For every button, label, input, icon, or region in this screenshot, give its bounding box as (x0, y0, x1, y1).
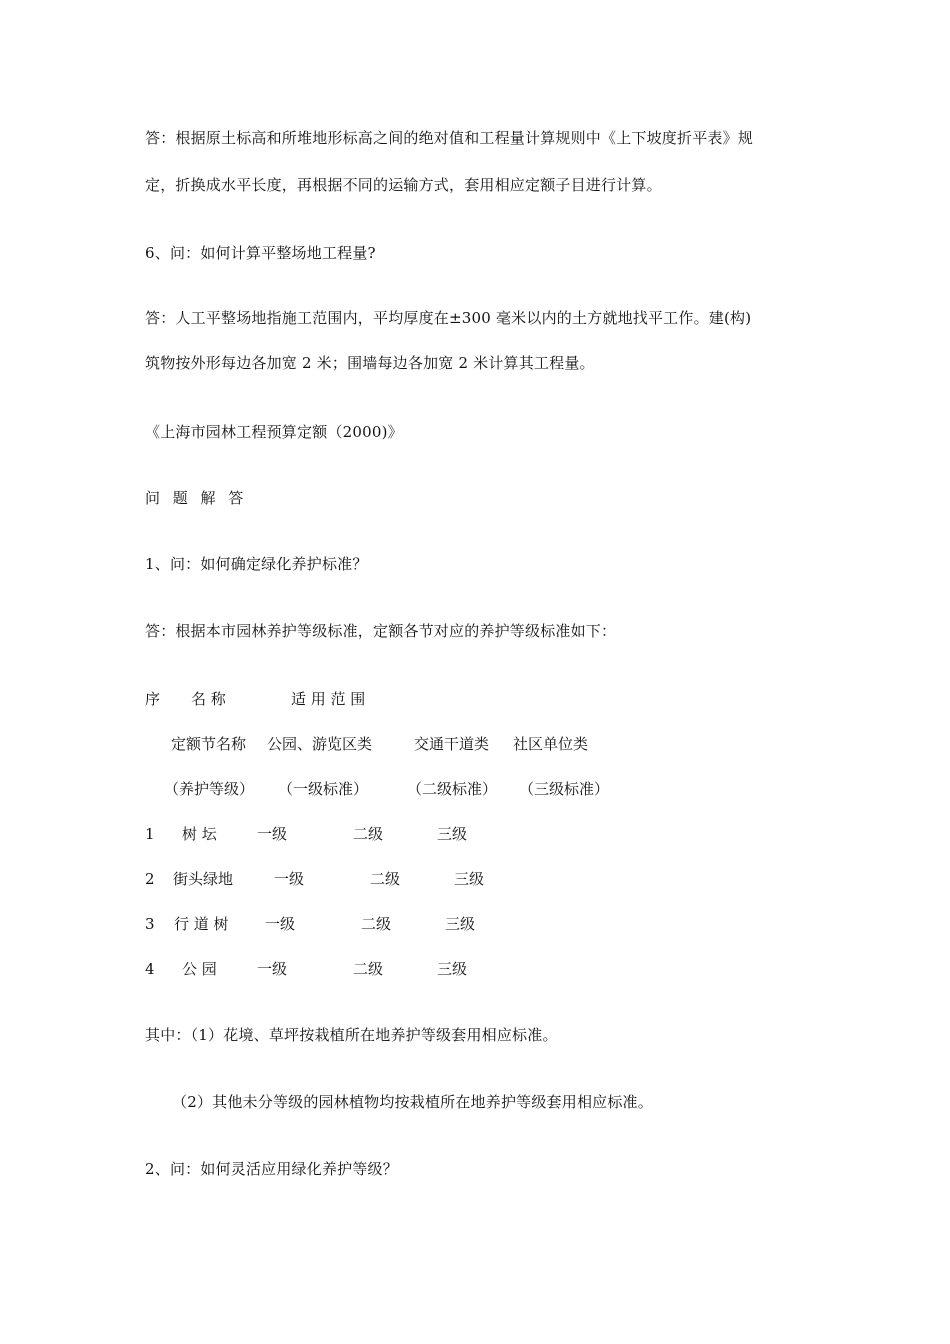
row-traffic-grade: 二级 (370, 870, 401, 888)
header-name: 名 称 (191, 690, 226, 708)
row-park-grade: 一级 (274, 870, 305, 888)
row-seq: 3 (145, 915, 155, 933)
row-traffic-grade: 二级 (353, 960, 384, 978)
header-section-name: 定额节名称 (171, 735, 247, 753)
answer-6-line-1: 答：人工平整场地指施工范围内，平均厚度在±300 毫米以内的土方就地找平工作。建(构) (145, 309, 752, 327)
header-grade-1: （一级标准） (278, 780, 369, 798)
row-name: 树 坛 (182, 825, 217, 843)
answer-5-line-1: 答：根据原土标高和所堆地形标高之间的绝对值和工程量计算规则中《上下坡度折平表》规 (145, 129, 754, 147)
row-traffic-grade: 二级 (353, 825, 384, 843)
row-name: 街头绿地 (173, 870, 234, 888)
header-scope: 适 用 范 围 (291, 690, 366, 708)
question-2: 2、问：如何灵活应用绿化养护等级？ (145, 1160, 398, 1178)
header-traffic-category: 交通干道类 (414, 735, 490, 753)
row-seq: 4 (145, 960, 155, 978)
row-park-grade: 一级 (257, 825, 288, 843)
row-community-grade: 三级 (437, 960, 468, 978)
row-name: 公 园 (182, 960, 217, 978)
answer-6-line-2: 筑物按外形每边各加宽 2 米；围墙每边各加宽 2 米计算其工程量。 (145, 354, 595, 372)
header-park-category: 公园、游览区类 (267, 735, 373, 753)
note-2: （2）其他未分等级的园林植物均按栽植所在地养护等级套用相应标准。 (172, 1093, 653, 1111)
book-title: 《上海市园林工程预算定额（2000)》 (145, 423, 403, 441)
header-community-category: 社区单位类 (513, 735, 589, 753)
row-seq: 2 (145, 870, 155, 888)
row-community-grade: 三级 (437, 825, 468, 843)
note-1: 其中：（1）花境、草坪按栽植所在地养护等级套用相应标准。 (145, 1026, 558, 1044)
row-name: 行 道 树 (174, 915, 229, 933)
question-6: 6、问：如何计算平整场地工程量? (145, 244, 376, 262)
question-1: 1、问：如何确定绿化养护标准？ (145, 555, 368, 573)
section-heading: 问 题 解 答 (145, 489, 248, 507)
answer-5-line-2: 定，折换成水平长度，再根据不同的运输方式，套用相应定额子目进行计算。 (145, 176, 662, 194)
row-park-grade: 一级 (257, 960, 288, 978)
row-park-grade: 一级 (265, 915, 296, 933)
header-seq: 序 (145, 690, 161, 708)
row-traffic-grade: 二级 (361, 915, 392, 933)
header-grade-label: （养护等级） (164, 780, 255, 798)
header-grade-3: （三级标准） (519, 780, 610, 798)
row-community-grade: 三级 (454, 870, 485, 888)
answer-1: 答：根据本市园林养护等级标准，定额各节对应的养护等级标准如下： (145, 622, 617, 640)
row-seq: 1 (145, 825, 155, 843)
row-community-grade: 三级 (445, 915, 476, 933)
header-grade-2: （二级标准） (407, 780, 498, 798)
